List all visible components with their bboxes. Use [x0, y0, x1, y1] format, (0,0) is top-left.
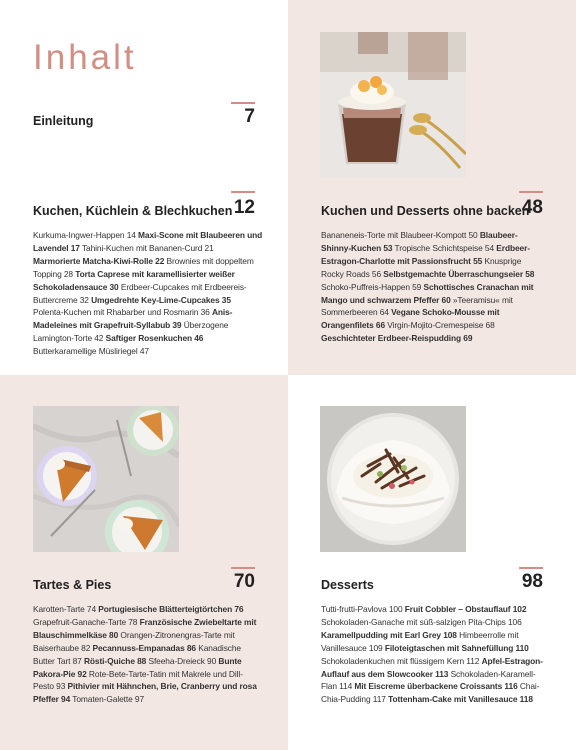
no-bake-page-number: 48	[521, 197, 543, 218]
no-bake-section-title[interactable]: Kuchen und Desserts ohne backen	[321, 204, 530, 218]
toc-entry[interactable]: Polenta-Kuchen mit Rhabarber und Rosmarin 36	[33, 307, 210, 318]
intro-title[interactable]: Einleitung	[33, 114, 94, 128]
toc-entry[interactable]: Mit Eiscreme überbackene Croissants 116	[354, 681, 518, 692]
kuchen-rule	[231, 191, 255, 193]
tartes-entry-list	[33, 603, 261, 706]
toc-entry[interactable]: Orangen-Zitronengras-Tarte mit Baiserhaube 82	[33, 629, 235, 653]
toc-entry[interactable]: Schottisches Cranachan mit Mango und schwarzem Pfeffer 60	[321, 281, 534, 305]
toc-entry[interactable]: Brownies mit doppeltem Topping 28	[33, 255, 254, 279]
toc-entry[interactable]: Karotten-Tarte 74	[33, 604, 97, 614]
toc-entry[interactable]: Apfel-Estragon-Auflauf aus dem Slowcooker 113	[321, 655, 543, 679]
toc-entry[interactable]: Französische Zwiebeltarte mit Blauschimmelkäse 80	[33, 616, 257, 640]
toc-entry[interactable]: Bunte Pakora-Pie 92	[33, 655, 242, 679]
toc-entry[interactable]: Überzogene Lamington-Torte 42	[33, 320, 229, 344]
toc-entry[interactable]: Schokoladenkuchen mit flüssigem Kern 112	[321, 655, 480, 666]
desserts-page-number: 98	[521, 571, 543, 592]
toc-entry[interactable]: Umgedrehte Key-Lime-Cupcakes 35	[91, 294, 231, 305]
kuchen-section-title[interactable]: Kuchen, Küchlein & Blechkuchen	[33, 204, 233, 218]
desserts-rule	[519, 567, 543, 569]
toc-entry[interactable]: Schokoladen-Ganache mit süß-salzigen Pita-Chips 106	[321, 616, 522, 627]
toc-entry[interactable]: Tottenham-Cake mit Vanillesauce 118	[388, 694, 533, 705]
toc-entry[interactable]: Erdbeer-Estragon-Charlotte mit Passionsfrucht 55	[321, 242, 530, 266]
tartes-rule	[231, 567, 255, 569]
toc-entry[interactable]: Knusprige Rocky Roads 56	[321, 255, 522, 279]
tartes-page-number: 70	[233, 571, 255, 592]
toc-entry[interactable]: Grapefruit-Ganache-Tarte 78	[33, 616, 138, 627]
toc-entry[interactable]: Tomaten-Galette 97	[72, 694, 145, 705]
page-title: Inhalt	[33, 38, 137, 77]
chocolate-mousse-photo	[320, 32, 466, 178]
toc-entry[interactable]: Chai-Chia-Pudding 117	[321, 681, 540, 705]
toc-entry[interactable]: Torta Caprese mit karamellisierter weißer Schokoladensauce 30	[33, 268, 235, 292]
desserts-section-title[interactable]: Desserts	[321, 578, 374, 592]
toc-entry[interactable]: Erdbeer-Cupcakes mit Erdbeereis-Buttercreme 32	[33, 281, 247, 305]
kuchen-page-number: 12	[233, 197, 255, 218]
toc-entry[interactable]: Vegane Schoko-Mousse mit Orangenfilets 66	[321, 307, 500, 331]
toc-entry[interactable]: Karamellpudding mit Earl Grey 108	[321, 629, 457, 640]
toc-entry[interactable]: Bananeneis-Torte mit Blaubeer-Kompott 50	[321, 230, 478, 240]
toc-entry[interactable]: Maxi-Scone mit Blaubeeren und Lavendel 17	[33, 230, 263, 253]
toc-entry[interactable]: Geschichteter Erdbeer-Reispudding 69	[321, 333, 473, 344]
toc-entry[interactable]: Tahini-Kuchen mit Bananen-Curd 21	[81, 242, 214, 253]
toc-entry[interactable]: Himbeerrolle mit Vanillesauce 109	[321, 629, 519, 653]
toc-entry[interactable]: Saftiger Rosenkuchen 46	[105, 333, 204, 344]
intro-rule	[231, 102, 255, 104]
toc-entry[interactable]: Sfeeha-Dreieck 90	[148, 655, 217, 666]
no-bake-entry-list	[321, 229, 545, 345]
pumpkin-pie-photo	[33, 406, 179, 552]
tartes-section-title[interactable]: Tartes & Pies	[33, 578, 112, 592]
toc-entry[interactable]: Schokoladen-Karamell-Flan 114	[321, 668, 536, 692]
toc-entry[interactable]: Rote-Bete-Tarte-Tatin mit Makrele und Dill-Pesto 93	[33, 668, 243, 692]
toc-entry[interactable]: Tutti-frutti-Pavlova 100	[321, 604, 403, 614]
desserts-entry-list	[321, 603, 545, 706]
no-bake-rule	[519, 191, 543, 193]
toc-entry[interactable]: Tropische Schichtspeise 54	[394, 242, 495, 253]
toc-entry[interactable]: Virgin-Mojito-Cremespeise 68	[387, 320, 495, 331]
toc-entry[interactable]: Fruit Cobbler – Obstauflauf 102	[404, 604, 527, 614]
kuchen-entry-list	[33, 229, 263, 358]
toc-entry[interactable]: Butterkaramellige Müsliriegel 47	[33, 346, 149, 357]
toc-entry[interactable]: Selbstgemachte Überraschungseier 58	[383, 268, 535, 279]
intro-page-number: 7	[244, 106, 255, 127]
toc-entry[interactable]: »Teeramisu« mit Sommerbeeren 64	[321, 294, 513, 318]
pavlova-photo	[320, 406, 466, 552]
toc-entry[interactable]: Marmorierte Matcha-Kiwi-Rolle 22	[33, 255, 165, 266]
toc-entry[interactable]: Kanadische Butter Tart 87	[33, 642, 241, 666]
toc-entry[interactable]: Pecannuss-Empanadas 86	[92, 642, 196, 653]
toc-entry[interactable]: Kurkuma-Ingwer-Happen 14	[33, 230, 136, 240]
toc-entry[interactable]: Rösti-Quiche 88	[83, 655, 147, 666]
toc-entry[interactable]: Schoko-Puffreis-Happen 59	[321, 281, 422, 292]
toc-entry[interactable]: Blaubeer-Shinny-Kuchen 53	[321, 230, 518, 253]
toc-entry[interactable]: Filoteigtaschen mit Sahnefüllung 110	[384, 642, 529, 653]
toc-entry[interactable]: Pithivier mit Hähnchen, Brie, Cranberry und rosa Pfeffer 94	[33, 681, 257, 705]
toc-entry[interactable]: Anis-Madeleines mit Grapefruit-Syllabub 39	[33, 307, 233, 331]
toc-entry[interactable]: Portugiesische Blätterteigtörtchen 76	[98, 604, 244, 614]
